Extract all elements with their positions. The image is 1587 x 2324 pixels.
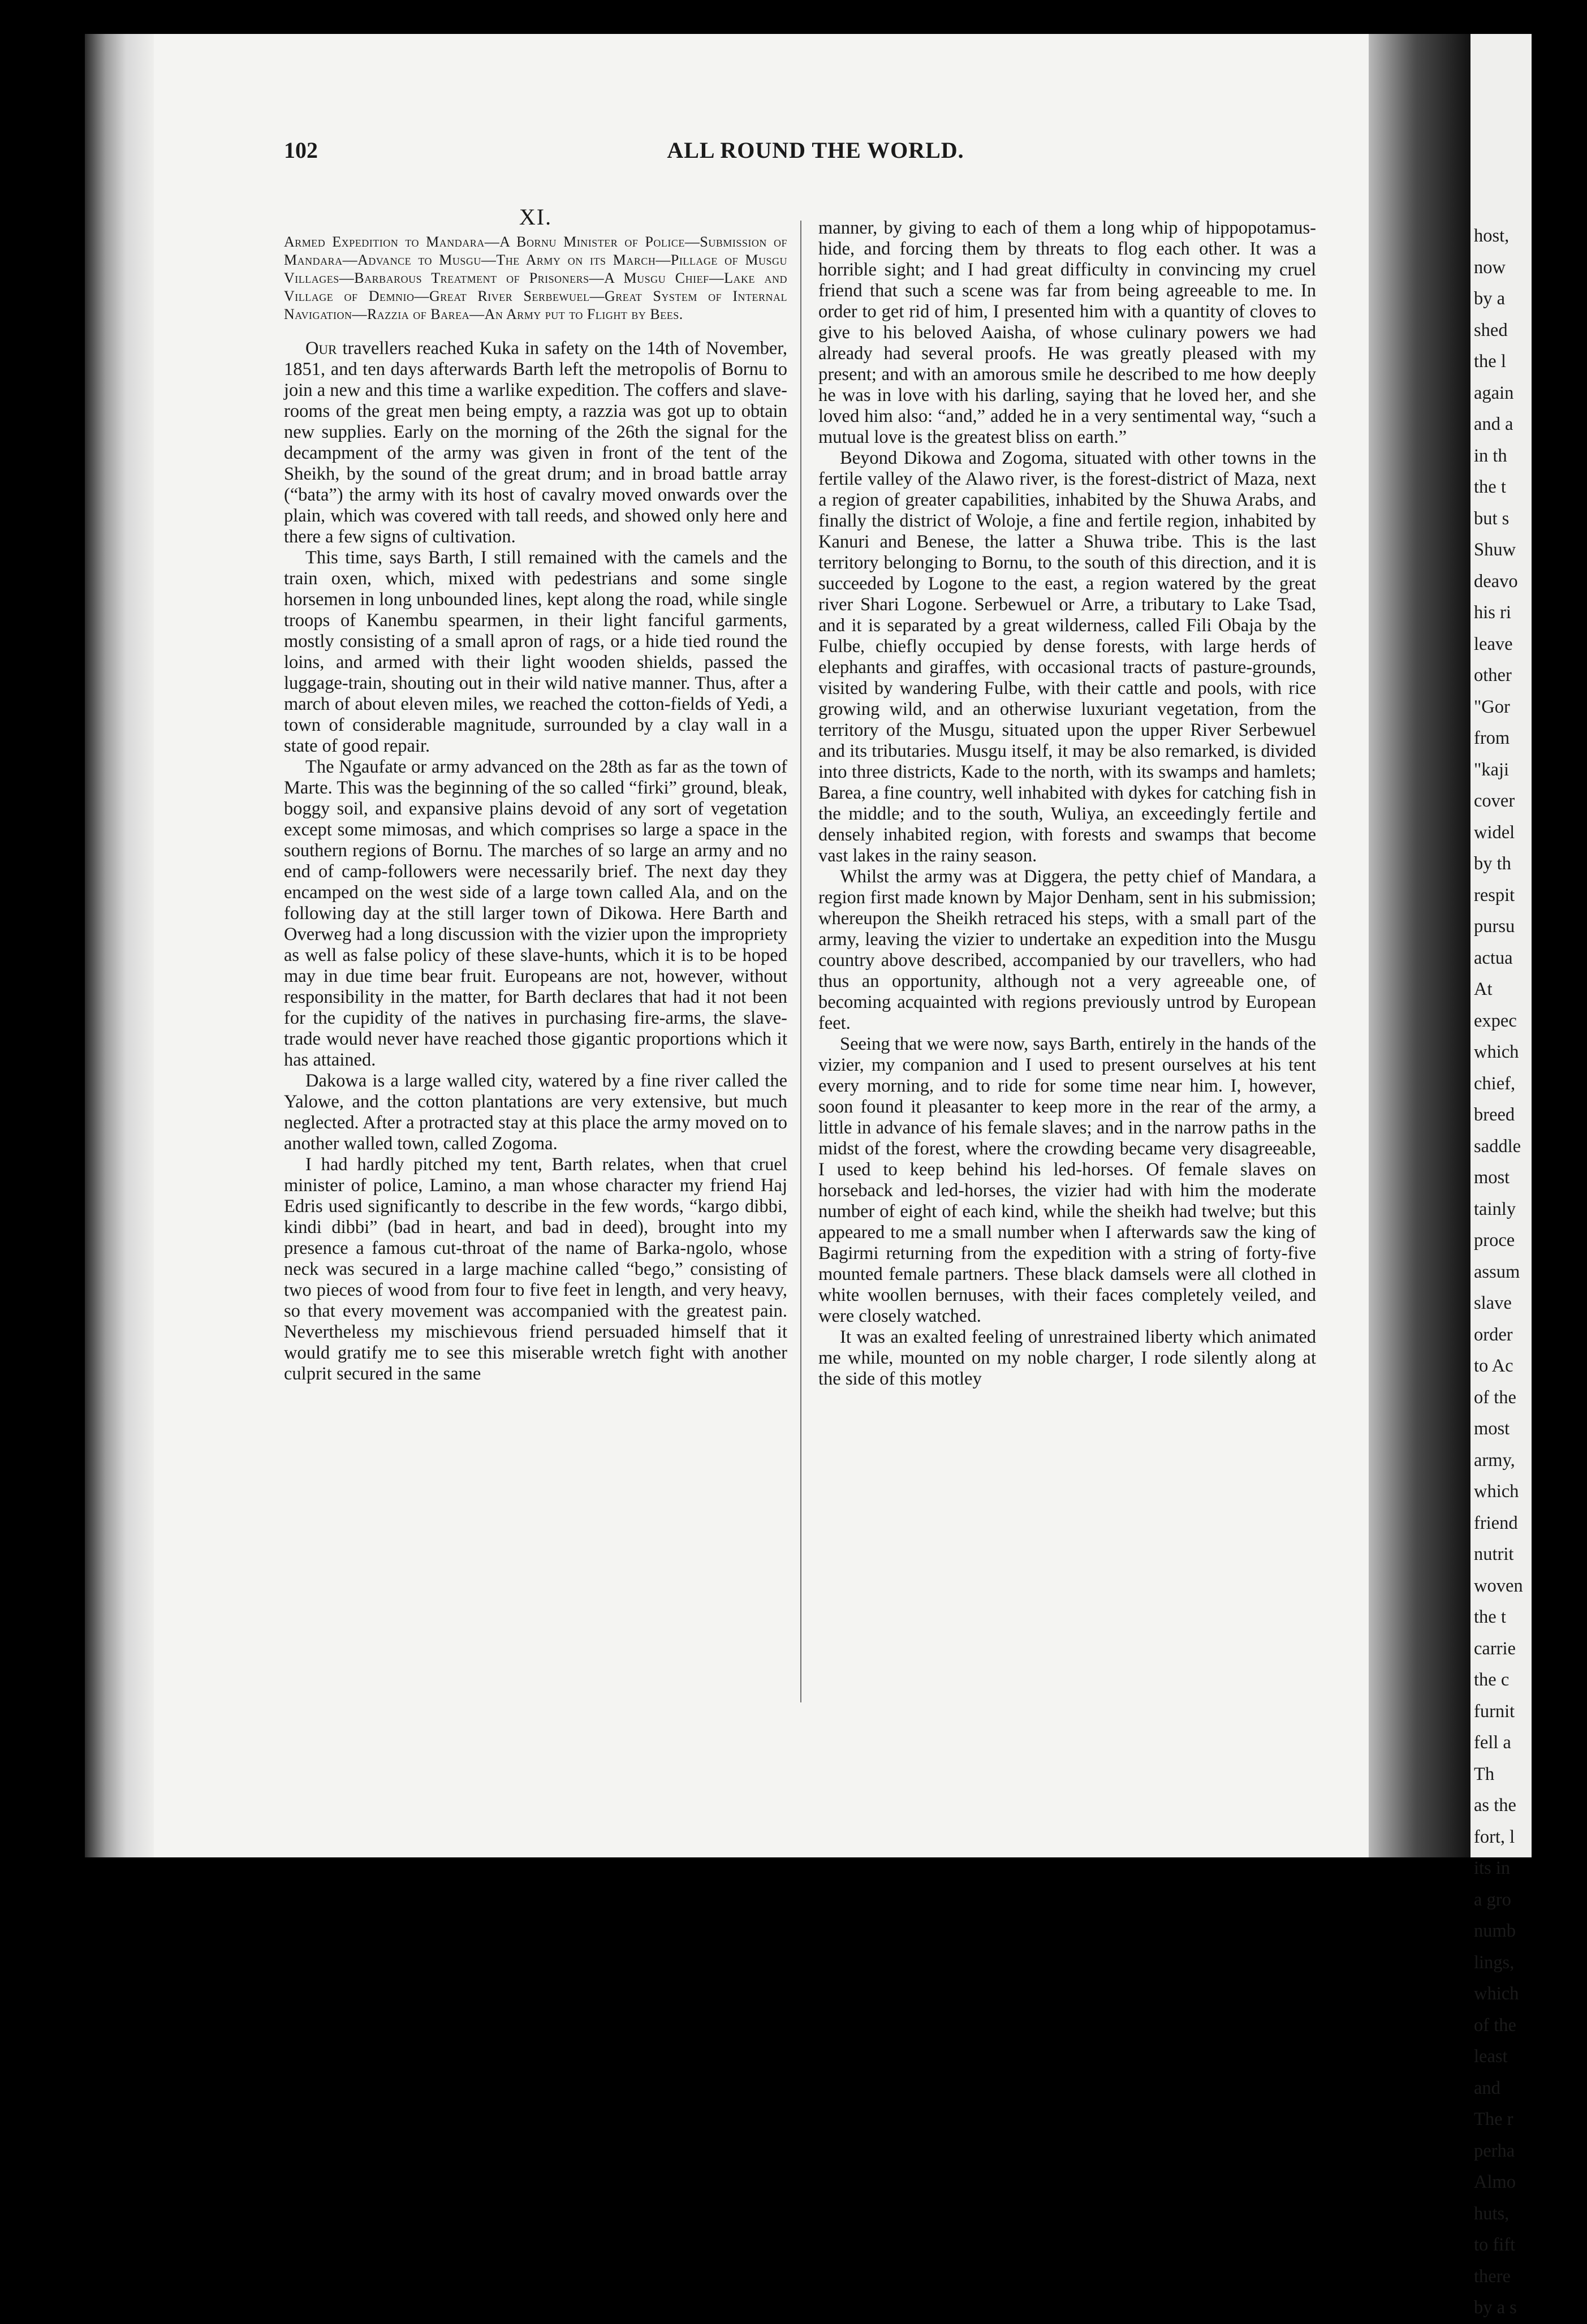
facing-line: least	[1474, 2046, 1508, 2067]
facing-line: breed	[1474, 1105, 1515, 1125]
facing-line: The r	[1474, 2109, 1513, 2129]
facing-line: tainly	[1474, 1198, 1516, 1219]
facing-line: carrie	[1474, 1638, 1516, 1659]
facing-line: in th	[1474, 445, 1507, 466]
facing-line: and	[1474, 2077, 1500, 2098]
facing-line: to fift	[1474, 2235, 1516, 2255]
book-page	[154, 34, 1369, 1857]
facing-line: cover	[1474, 791, 1515, 811]
facing-line: respit	[1474, 885, 1515, 906]
facing-line: a gro	[1474, 1889, 1511, 1910]
chapter-number: XI.	[519, 204, 553, 230]
facing-line: deavo	[1474, 571, 1518, 592]
right-column	[818, 218, 1316, 1390]
facing-line: lings,	[1474, 1952, 1515, 1973]
facing-line: by a s	[1474, 2297, 1517, 2318]
facing-line: which	[1474, 1042, 1519, 1062]
running-title: ALL ROUND THE WORLD.	[667, 137, 964, 163]
running-head	[284, 137, 1347, 171]
facing-line: again	[1474, 382, 1514, 403]
facing-line: other	[1474, 665, 1512, 685]
column-rule	[800, 221, 801, 1702]
facing-line: army,	[1474, 1450, 1515, 1471]
facing-line: slave	[1474, 1293, 1512, 1313]
facing-line: Almo	[1474, 2172, 1516, 2192]
facing-line: its in	[1474, 1858, 1511, 1878]
facing-line: furnit	[1474, 1701, 1515, 1722]
facing-line: of the	[1474, 1387, 1516, 1408]
paragraph	[284, 338, 787, 547]
facing-line: shed	[1474, 320, 1508, 340]
facing-line: saddle	[1474, 1136, 1521, 1157]
facing-line: now	[1474, 257, 1506, 278]
facing-line: fort, l	[1474, 1826, 1515, 1847]
paragraph-text: travellers reached Kuka in safety on the 14th of November, 1851, and ten days afterwards Barth left the metropolis of Bornu to join a new and this time a warlike expedition. The coffers and slave-rooms of the great men being empty, a razzia was got up to obtain new supplies. Early on the morning of the 26th the signal for the decampment of the army was given in front of the tent of the Sheikh, by the sound of the great drum; and in broad battle array (“bata”) the army with its host of cavalry moved onwards over the plain, which was covered with tall reeds, and showed only here and there a few signs of cultivation.	[284, 338, 787, 547]
facing-line: of the	[1474, 2015, 1516, 2036]
facing-line: the t	[1474, 1607, 1506, 1627]
facing-line: which	[1474, 1481, 1519, 1502]
facing-line: by a	[1474, 288, 1506, 309]
paragraph: Seeing that we were now, says Barth, entirely in the hands of the vizier, my companion and I used to present ourselves at his tent every morning, and to ride for some time near him. I, however, soon found it pleasanter to keep more in the rear of the army, a little in advance of his female slaves; and in the narrow paths in the midst of the forest, where the crowding became very disagreeable, I used to keep behind his led-horses. Of female slaves on horseback and led-horses, the vizier had with him the moderate number of eight of each kind, while the sheikh had twelve; but this appeared to me a small number when I afterwards saw the king of Bagirmi returning from the expedition with a string of forty-five mounted female partners. These black damsels were all clothed in white woollen bernuses, with their faces completely veiled, and were closely watched.	[818, 1034, 1316, 1326]
facing-page	[1470, 34, 1532, 2318]
facing-line: Th	[1474, 1764, 1495, 1784]
facing-line: there	[1474, 2266, 1511, 2287]
facing-line: widel	[1474, 822, 1515, 843]
facing-line: Shuw	[1474, 540, 1516, 560]
facing-line: which	[1474, 1984, 1519, 2004]
facing-line: leave	[1474, 633, 1513, 654]
facing-line: nutrit	[1474, 1544, 1514, 1564]
book-gutter	[1369, 34, 1487, 1857]
facing-line: his ri	[1474, 602, 1511, 623]
facing-line: most	[1474, 1418, 1510, 1439]
facing-line: huts,	[1474, 2203, 1510, 2224]
facing-line: and a	[1474, 414, 1513, 434]
page-number: 102	[284, 137, 318, 163]
facing-line: the c	[1474, 1670, 1510, 1690]
facing-line: the t	[1474, 477, 1506, 497]
paragraph: The Ngaufate or army advanced on the 28th as far as the town of Marte. This was the beginning of the so called “firki” ground, bleak, boggy soil, and expansive plains devoid of any sort of vegetation except some mimosas, and which comprises so large a space in the southern regions of Bornu. The marches of so large an army and no end of camp-followers were necessarily brief. The next day they encamped on the west side of a large town called Ala, and on the following day at the still larger town of Dikowa. Here Barth and Overweg had a long discussion with the vizier upon the impropriety as well as false policy of these slave-hunts, which it is to be hoped may in due time bear fruit. Europeans are not, however, without responsibility in the matter, for Barth declares that had it not been for the cupidity of the natives in purchasing fire-arms, the slave-trade would never have reached those gigantic proportions which it has attained.	[284, 757, 787, 1070]
facing-line: as the	[1474, 1795, 1516, 1816]
facing-line: assum	[1474, 1261, 1520, 1282]
facing-line: the l	[1474, 351, 1506, 372]
facing-line: from	[1474, 728, 1510, 748]
facing-line: host,	[1474, 226, 1510, 246]
facing-line: pursu	[1474, 916, 1515, 937]
facing-line: order	[1474, 1324, 1513, 1345]
left-column	[284, 206, 787, 1385]
facing-line: numb	[1474, 1921, 1516, 1941]
facing-line: friend	[1474, 1512, 1518, 1533]
facing-line: most	[1474, 1167, 1510, 1188]
paragraph: Dakowa is a large walled city, watered by a fine river called the Yalowe, and the cotton plantations are very extensive, but much neglected. After a protracted stay at this place the army moved on to another walled town, called Zogoma.	[284, 1071, 787, 1154]
facing-line: At	[1474, 979, 1493, 999]
facing-line: expec	[1474, 1010, 1517, 1031]
facing-line: woven	[1474, 1575, 1523, 1596]
facing-line: actua	[1474, 947, 1513, 968]
facing-page-text	[1474, 221, 1587, 2324]
facing-line: perha	[1474, 2140, 1515, 2161]
facing-line: to Ac	[1474, 1356, 1513, 1376]
paragraph: This time, says Barth, I still remained with the camels and the train oxen, which, mixed with pedestrians and some single horsemen in long unbounded lines, kept along the road, while single troops of Kanembu spearmen, in their light fanciful garments, mostly consisting of a small apron of rags, or a hide tied round the loins, and armed with their light wooden shields, passed the luggage-train, shouting out in their wild native manner. Thus, after a march of about eleven miles, we reached the cotton-fields of Yedi, a town of considerable magnitude, surrounded by a clay wall in a state of good repair.	[284, 547, 787, 756]
facing-line: fell a	[1474, 1732, 1511, 1753]
facing-line: proce	[1474, 1230, 1515, 1251]
facing-line: "Gor	[1474, 696, 1510, 717]
first-word: Our	[305, 338, 337, 359]
book-edge	[85, 34, 154, 1857]
paragraph: Beyond Dikowa and Zogoma, situated with other towns in the fertile valley of the Alawo river, is the forest-district of Maza, next a region of greater capabilities, inhabited by the Shuwa Arabs, and finally the district of Woloje, a fine and fertile region, inhabited by Kanuri and Benese, the latter a Shuwa tribe. This is the last territory belonging to Bornu, to the south of this direction, and it is succeeded by Logone to the east, a region watered by the great river Shari Logone. Serbewuel or Arre, a tributary to Lake Tsad, and it is separated by a great wilderness, called Fili Obaja by the Fulbe, chiefly occupied by dense forests, with large herds of elephants and giraffes, with occasional tracts of pasture-grounds, visited by wandering Fulbe, with their cattle and pools, with rice growing wild, and an otherwise luxuriant vegetation, from the territory of the Musgu, situated upon the upper River Serbewuel and its tributaries. Musgu itself, it may be also remarked, is divided into three districts, Kade to the north, with its swamps and hamlets; Barea, a fine country, well inhabited with dykes for catching fish in the middle; and to the south, Wuliya, an exceedingly fertile and densely inhabited region, with forests and swamps that become vast lakes in the rainy season.	[818, 448, 1316, 866]
chapter-synopsis: Armed Expedition to Mandara—A Bornu Minister of Police—Submission of Mandara—Advance to Musgu—The Army on its March—Pillage of Musgu Villages—Barbarous Treatment of Prisoners—A Musgu Chief—Lake and Village of Demnio—Great River Serbewuel—Great System of Internal Navigation—Razzia of Barea—An Army put to Flight by Bees.	[284, 234, 787, 322]
facing-line: chief,	[1474, 1073, 1516, 1094]
paragraph: Whilst the army was at Diggera, the petty chief of Mandara, a region first made known by Major Denham, sent in his submission; whereupon the Sheikh retraced his steps, with a small part of the army, leaving the vizier to undertake an expedition into the Musgu country above described, accompanied by our travellers, who had thus an opportunity, although not a very agreeable one, of becoming acquainted with regions previously untrod by European feet.	[818, 866, 1316, 1033]
paragraph: It was an exalted feeling of unrestrained liberty which animated me while, mounted on my noble charger, I rode silently along at the side of this motley	[818, 1327, 1316, 1389]
paragraph: manner, by giving to each of them a long whip of hippopotamus-hide, and forcing them by threats to flog each other. It was a horrible sight; and I had great difficulty in convincing my cruel friend that such a scene was far from being agreeable to me. In order to get rid of him, I presented him with a quantity of cloves to give to his beloved Aaisha, of whose culinary powers we had already had several proofs. He was greatly pleased with my present; and with an amorous smile he described to me how deeply he was in love with his darling, saying that he loved her, and she loved him also: “and,” added he in a very sentimental way, “such a mutual love is the greatest bliss on earth.”	[818, 218, 1316, 447]
facing-line: but s	[1474, 508, 1510, 529]
facing-line: "kaji	[1474, 759, 1510, 780]
facing-line: by th	[1474, 853, 1511, 874]
paragraph: I had hardly pitched my tent, Barth relates, when that cruel minister of police, Lamino, a man whose character my friend Haj Edris used significantly to describe in the few words, “kargo dibbi, kindi dibbi” (bad in heart, and bad in deed), brought into my presence a famous cut-throat of the name of Barka-ngolo, whose neck was secured in a large machine called “bego,” consisting of two pieces of wood from four to five feet in length, and very heavy, so that every movement was accompanied with the greatest pain. Nevertheless my mischievous friend persuaded himself that it would gratify me to see this miserable wretch fight with another culprit secured in the same	[284, 1154, 787, 1384]
